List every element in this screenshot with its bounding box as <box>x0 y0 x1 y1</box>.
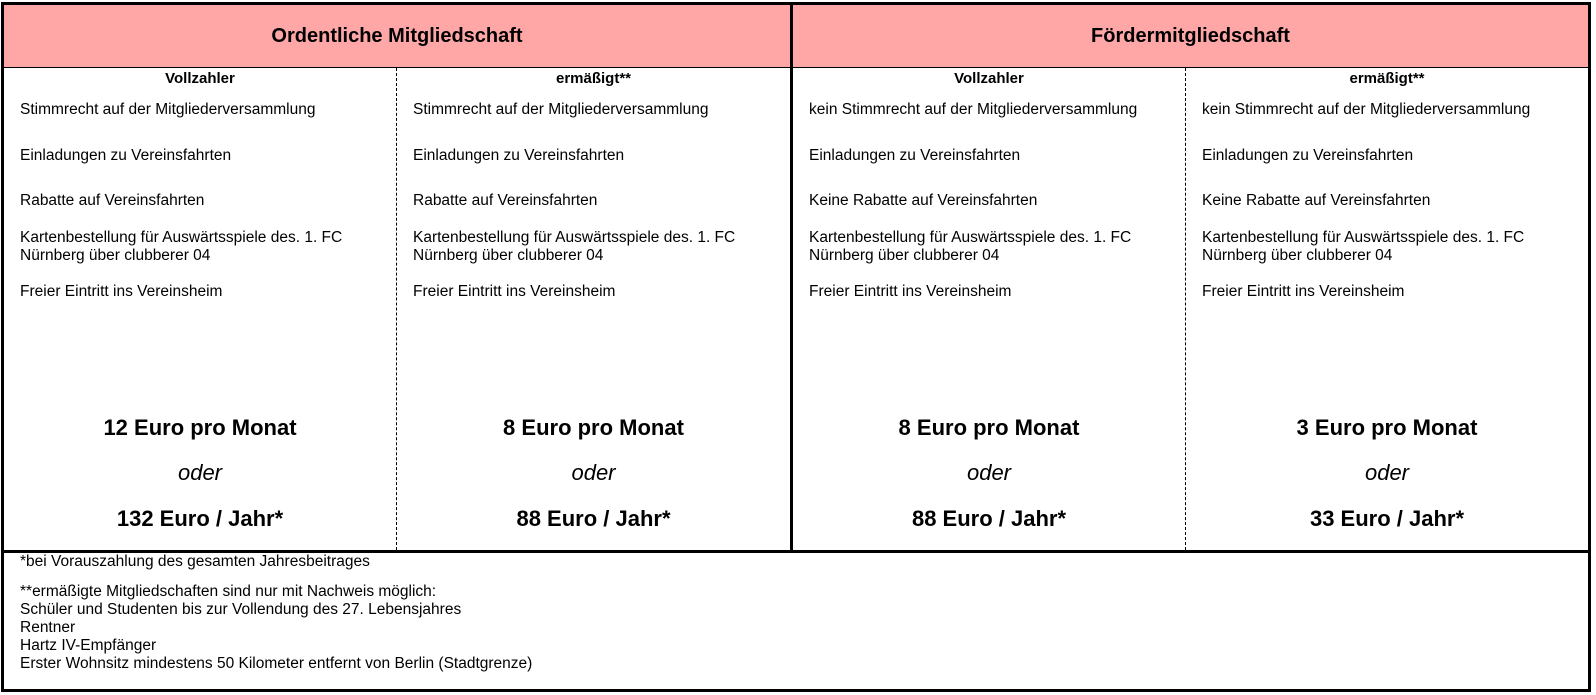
column-title: ermäßigt** <box>555 70 632 87</box>
feature-item: Nürnberg über clubberer 04 <box>809 247 1000 264</box>
feature-item: Nürnberg über clubberer 04 <box>413 247 604 264</box>
feature-item: Rabatte auf Vereinsfahrten <box>20 192 205 209</box>
feature-item: Keine Rabatte auf Vereinsfahrten <box>1202 192 1431 209</box>
feature-item: Nürnberg über clubberer 04 <box>1202 247 1393 264</box>
feature-item: Stimmrecht auf der Mitgliederversammlung <box>413 101 709 118</box>
column-title: Vollzahler <box>165 70 235 87</box>
feature-item: Einladungen zu Vereinsfahrten <box>809 147 1021 164</box>
feature-item: Einladungen zu Vereinsfahrten <box>413 147 625 164</box>
monthly-price: 8 Euro pro Monat <box>503 415 684 440</box>
oder-separator: oder <box>177 460 223 485</box>
column-title: Vollzahler <box>954 70 1024 87</box>
feature-item: kein Stimmrecht auf der Mitgliederversammlung <box>809 101 1138 118</box>
feature-item: kein Stimmrecht auf der Mitgliederversammlung <box>1202 101 1531 118</box>
feature-item: Einladungen zu Vereinsfahrten <box>20 147 232 164</box>
feature-item: Kartenbestellung für Auswärtsspiele des. 1. FC <box>809 229 1132 246</box>
feature-item: Freier Eintritt ins Vereinsheim <box>20 283 223 300</box>
oder-separator: oder <box>1364 460 1410 485</box>
yearly-price: 132 Euro / Jahr* <box>116 506 284 531</box>
header-foerdermitgliedschaft: Fördermitgliedschaft <box>793 5 1588 68</box>
footnote-prepayment: *bei Vorauszahlung des gesamten Jahresbeitrages <box>20 553 370 570</box>
column-foerder-vollzahler <box>793 68 1185 550</box>
column-foerder-ermaessigt <box>1186 68 1588 550</box>
oder-separator: oder <box>571 460 616 485</box>
feature-item: Einladungen zu Vereinsfahrten <box>1202 147 1414 164</box>
feature-item: Rabatte auf Vereinsfahrten <box>413 192 598 209</box>
monthly-price: 8 Euro pro Monat <box>898 415 1080 440</box>
oder-separator: oder <box>966 460 1012 485</box>
column-title: ermäßigt** <box>1349 70 1425 87</box>
yearly-price: 88 Euro / Jahr* <box>516 506 671 531</box>
footnote-reduced-intro: **ermäßigte Mitgliedschaften sind nur mit Nachweis möglich: <box>20 583 437 600</box>
feature-item: Keine Rabatte auf Vereinsfahrten <box>809 192 1038 209</box>
monthly-price: 3 Euro pro Monat <box>1296 415 1478 440</box>
footnote-item: Rentner <box>20 619 76 636</box>
membership-table <box>1 2 1591 692</box>
yearly-price: 33 Euro / Jahr* <box>1309 506 1465 531</box>
feature-item: Freier Eintritt ins Vereinsheim <box>809 283 1012 300</box>
footnote-item: Erster Wohnsitz mindestens 50 Kilometer entfernt von Berlin (Stadtgrenze) <box>20 655 533 672</box>
column-ordentlich-vollzahler <box>4 68 396 550</box>
feature-item: Kartenbestellung für Auswärtsspiele des. 1. FC <box>20 229 343 246</box>
column-ordentlich-ermaessigt <box>397 68 790 550</box>
feature-item: Freier Eintritt ins Vereinsheim <box>413 283 616 300</box>
footnote-item: Schüler und Studenten bis zur Vollendung des 27. Lebensjahres <box>20 601 462 618</box>
feature-item: Nürnberg über clubberer 04 <box>20 247 211 264</box>
yearly-price: 88 Euro / Jahr* <box>911 506 1067 531</box>
feature-item: Kartenbestellung für Auswärtsspiele des. 1. FC <box>1202 229 1525 246</box>
monthly-price: 12 Euro pro Monat <box>103 415 297 440</box>
feature-item: Kartenbestellung für Auswärtsspiele des. 1. FC <box>413 229 736 246</box>
footnote-item: Hartz IV-Empfänger <box>20 637 157 654</box>
header-ordentliche-mitgliedschaft: Ordentliche Mitgliedschaft <box>4 5 790 68</box>
feature-item: Stimmrecht auf der Mitgliederversammlung <box>20 101 316 118</box>
feature-item: Freier Eintritt ins Vereinsheim <box>1202 283 1405 300</box>
